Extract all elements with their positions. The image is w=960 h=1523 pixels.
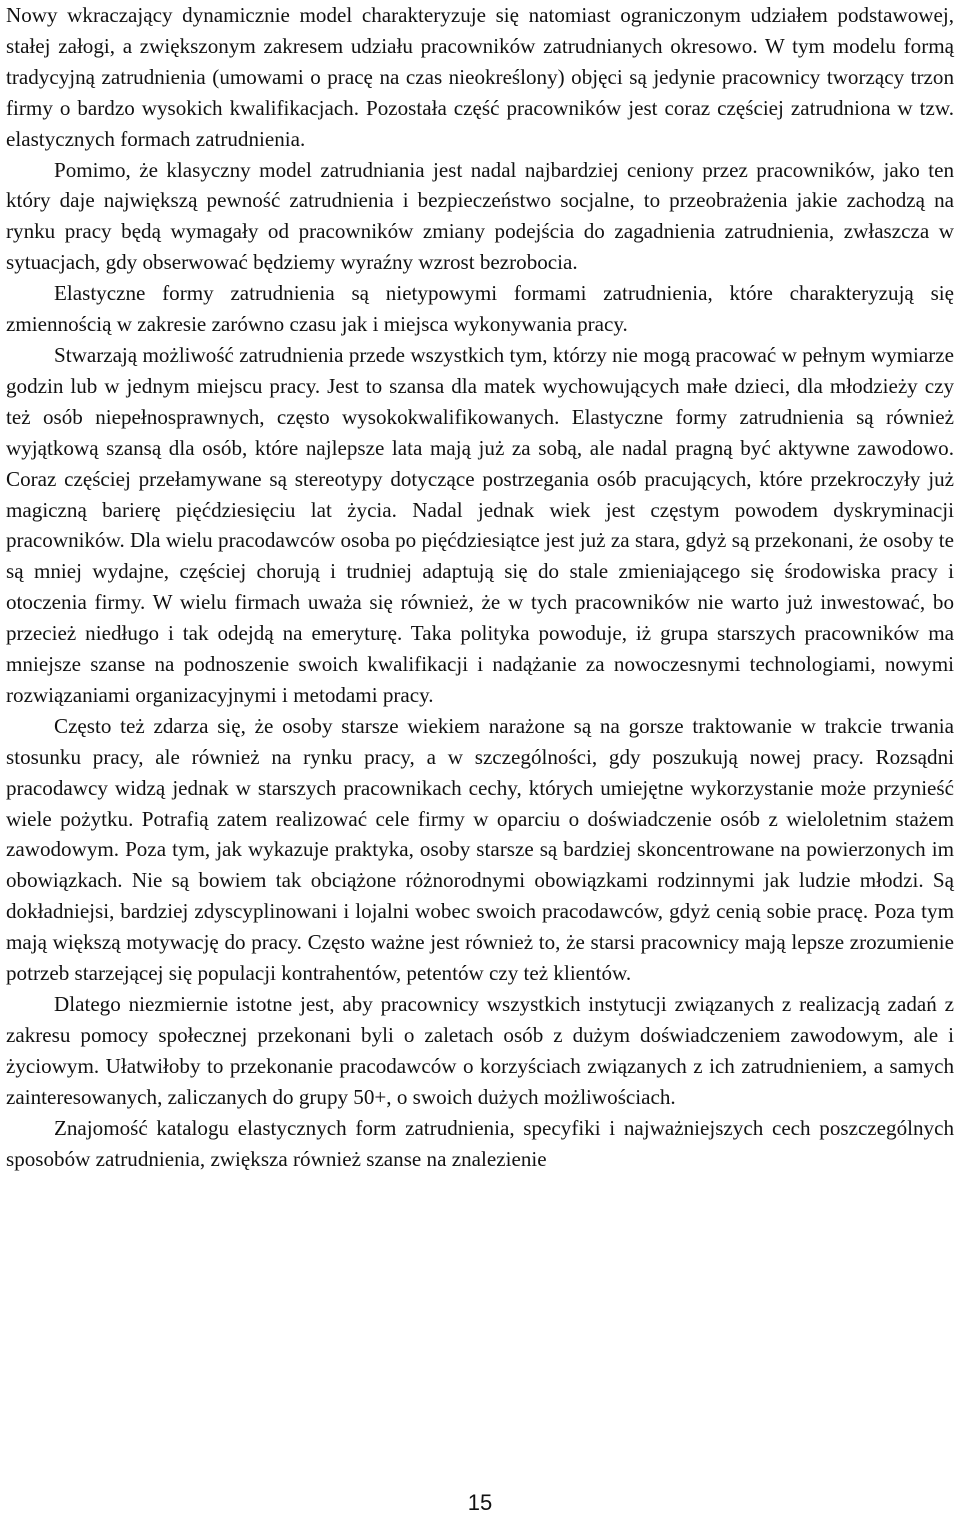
paragraph-7: Znajomość katalogu elastycznych form zatrudnienia, specyfiki i najważniejszych cech poszczególnych sposobów zatrudnienia, zwiększa również szanse na znalezienie	[6, 1115, 954, 1171]
paragraph-1: Nowy wkraczający dynamicznie model charakteryzuje się natomiast ograniczonym udziałem podstawowej, stałej załogi, a zwiększonym zakresem udziału pracowników zatrudnianych okresowo. W tym modelu formą tradycyjną zatrudnienia (umowami o pracę na czas nieokreślony) objęci są jedynie pracownicy tworzący trzon firmy o bardzo wysokich kwalifikacjach. Pozostała część pracowników jest coraz częściej zatrudniona w tzw. elastycznych formach zatrudnienia.	[6, 3, 954, 151]
page-number: 15	[467, 1490, 493, 1515]
paragraph-2: Pomimo, że klasyczny model zatrudniania jest nadal najbardziej ceniony przez pracowników, jako ten który daje największą pewność zatrudnienia i bezpieczeństwo socjalne, to przeobrażenia jakie zachodzą na rynku pracy będą wymagały od pracowników zmiany podejścia do zagadnienia zatrudnienia, zwłaszcza w sytuacjach, gdy obserwować będziemy wyraźny wzrost bezrobocia.	[6, 157, 954, 275]
paragraph-3: Elastyczne formy zatrudnienia są nietypowymi formami zatrudnienia, które charakteryzują się zmiennością w zakresie zarówno czasu jak i miejsca wykonywania pracy.	[6, 281, 954, 337]
paragraph-4: Stwarzają możliwość zatrudnienia przede wszystkich tym, którzy nie mogą pracować w pełnym wymiarze godzin lub w jednym miejscu pracy. Jest to szansa dla matek wychowujących małe dzieci, dla młodzieży czy też osób niepełnosprawnych, często wysokokwalifikowanych. Elastyczne formy zatrudnienia są również wyjątkową szansą dla osób, które najlepsze lata mają już za sobą, ale nadal pragną być aktywne zawodowo. Coraz częściej przełamywane są stereotypy dotyczące postrzegania osób pracujących, które przekroczyły już magiczną barierę pięćdziesięciu lat życia. Nadal jednak wiek jest częstym powodem dyskryminacji pracowników. Dla wielu pracodawców osoba po pięćdziesiątce jest już za stara, gdyż są przekonani, że osoby te są mniej wydajne, częściej chorują i trudniej adaptują się do stale zmieniającego się środowiska pracy i otoczenia firmy. W wielu firmach uważa się również, że w tych pracowników nie warto już inwestować, bo przecież niedługo i tak odejdą na emeryturę. Taka polityka powoduje, iż grupa starszych pracowników ma mniejsze szanse na podnoszenie swoich kwalifikacji i nadążanie za nowoczesnymi technologiami, nowymi rozwiązaniami organizacyjnymi i metodami pracy.	[6, 342, 954, 707]
paragraph-6: Dlatego niezmiernie istotne jest, aby pracownicy wszystkich instytucji związanych z realizacją zadań z zakresu pomocy społecznej przekonani byli o zaletach osób z dużym doświadczeniem zawodowym, ale i życiowym. Ułatwiłoby to przekonanie pracodawców o korzyściach związanych z ich zatrudnieniem, a samych zainteresowanych, zaliczanych do grupy 50+, o swoich dużych możliwościach.	[6, 992, 954, 1109]
paragraph-5: Często też zdarza się, że osoby starsze wiekiem narażone są na gorsze traktowanie w trakcie trwania stosunku pracy, ale również na rynku pracy, a w szczególności, gdy poszukują nowej pracy. Rozsądni pracodawcy widzą jednak w starszych pracownikach cechy, których umiejętne wykorzystanie może przynieść wiele pożytku. Potrafią zatem realizować cele firmy w oparciu o doświadczenie osób z wieloletnim stażem zawodowym. Poza tym, jak wykazuje praktyka, osoby starsze są bardziej skoncentrowane na powierzonych im obowiązkach. Nie są bowiem tak obciążone różnorodnymi obowiązkami rodzinnymi jak ludzie młodzi. Są dokładniejsi, bardziej zdyscyplinowani i lojalni wobec swoich pracodawców, gdyż cenią sobie pracę. Poza tym mają większą motywację do pracy. Często ważne jest również to, że starsi pracownicy mają lepsze zrozumienie potrzeb starzejącej się populacji kontrahentów, petentów czy też klientów.	[6, 713, 954, 986]
document-page	[6, 0, 954, 1174]
